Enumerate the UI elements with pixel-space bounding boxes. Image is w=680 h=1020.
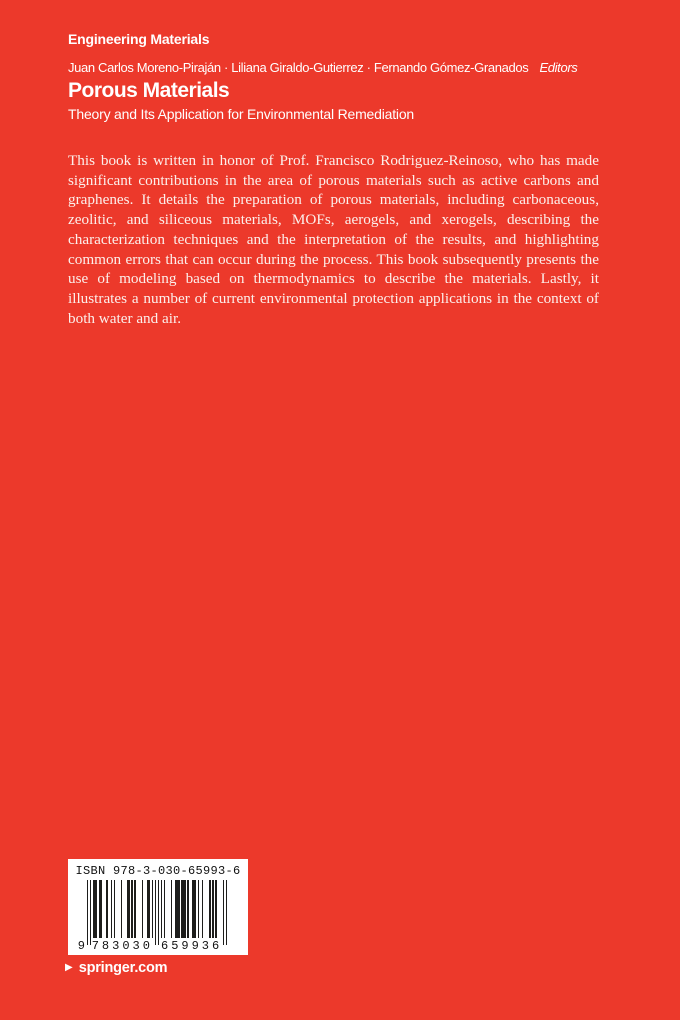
barcode-bar	[223, 880, 224, 945]
barcode-bar	[158, 880, 159, 945]
barcode-bar	[164, 880, 165, 938]
isbn-barcode-panel	[68, 859, 248, 955]
series-label: Engineering Materials	[68, 31, 210, 47]
barcode-bar	[152, 880, 153, 938]
authors-line	[68, 60, 577, 75]
barcode-bar	[93, 880, 97, 938]
barcode-bar	[114, 880, 115, 938]
barcode-bar	[147, 880, 150, 938]
barcode-digit-group: 659936	[161, 939, 223, 953]
barcode-digit-group: 9	[77, 939, 85, 953]
barcode-bar	[161, 880, 162, 938]
barcode-bar	[155, 880, 156, 945]
play-arrow-icon: ▶	[65, 962, 73, 973]
barcode-bar	[226, 880, 227, 945]
editors-label: Editors	[539, 60, 578, 75]
book-subtitle: Theory and Its Application for Environmental Remediation	[68, 106, 414, 122]
barcode-bar	[90, 880, 91, 945]
barcode-bar	[175, 880, 179, 938]
barcode-bar	[142, 880, 143, 938]
barcode-bar	[202, 880, 203, 938]
barcode-bar	[198, 880, 199, 938]
barcode-bar	[111, 880, 112, 938]
barcode-bar	[131, 880, 132, 938]
barcode-bar	[171, 880, 172, 938]
book-description: This book is written in honor of Prof. Francisco Rodriguez-Reinoso, who has made significant contributions in the area of porous materials such as active carbons and graphenes. It details the preparation of porous materials, including carbonaceous, zeolitic, and siliceous materials, MOFs, aerogels, and xerogels, describing the characterization techniques and the interpretation of the results, and highlighting common errors that can occur during the process. This book subsequently presents the use of modeling based on thermodynamics to describe the materials. Lastly, it illustrates a number of current environmental protection applications in the context of both water and air.	[68, 152, 599, 327]
isbn-number: ISBN 978-3-030-65993-6	[75, 864, 241, 878]
barcode-digit-group: 783030	[91, 939, 153, 953]
publisher-footer	[65, 960, 167, 976]
barcode-bar	[106, 880, 107, 938]
barcode-bar	[99, 880, 102, 938]
barcode-bar	[192, 880, 196, 938]
ean13-barcode	[77, 880, 227, 953]
barcode-bar	[121, 880, 122, 938]
barcode-bar	[215, 880, 216, 938]
barcode-bar	[212, 880, 213, 938]
author-names: Juan Carlos Moreno-Piraján · Liliana Giraldo-Gutierrez · Fernando Gómez-Granados	[68, 60, 529, 75]
barcode-bar	[87, 880, 88, 945]
barcode-bar	[134, 880, 135, 938]
barcode-bar	[127, 880, 130, 938]
barcode-bar	[181, 880, 185, 938]
book-title: Porous Materials	[68, 79, 230, 102]
publisher-url: springer.com	[78, 960, 168, 976]
barcode-bar	[209, 880, 210, 938]
barcode-bar	[187, 880, 188, 938]
